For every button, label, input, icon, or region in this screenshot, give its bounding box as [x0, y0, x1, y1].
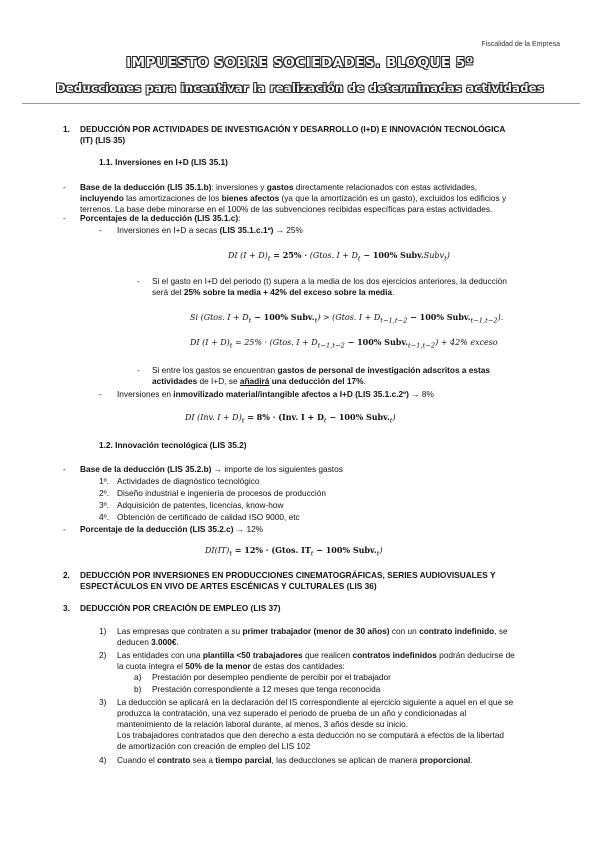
math-subscript: t−1,t−2: [470, 316, 498, 325]
list-item: Prestación correspondiente a 12 meses que tenga reconocida: [152, 684, 381, 694]
math-text: ) > (Gtos. I + D: [317, 313, 381, 322]
math-text: = 25% · (Gtos. I + D: [232, 338, 318, 347]
math-bold: − 100% Subv.: [251, 312, 315, 322]
math-subscript: t: [444, 254, 447, 263]
math-subscript: t: [389, 416, 393, 425]
bullet: -: [137, 365, 140, 375]
section-2-title-line1: DEDUCCIÓN POR INVERSIONES EN PRODUCCIONES CINEMATOGRÁFICAS, SERIES AUDIOVISUALES Y: [80, 570, 496, 580]
section-2-number: 2.: [63, 570, 70, 580]
section-2-title-line2: ESPECTÁCULOS EN VIVO DE ARTES ESCÉNICAS Y CULTURALES (LIS 36): [80, 580, 377, 591]
text: , se: [494, 626, 508, 636]
gastos-personal-paragraph: [152, 365, 582, 387]
list-item-number: a): [134, 672, 142, 682]
empleo-point-3: [117, 697, 577, 752]
formula-di-it: [205, 545, 382, 558]
section-1-number: 1.: [63, 124, 70, 134]
text: .: [176, 636, 179, 647]
text: Inversiones en I+D a secas: [117, 225, 220, 235]
math-text: Si (Gtos. I + D: [190, 313, 249, 322]
math-subscript: t: [229, 549, 232, 558]
bold-text: 50% de la menor: [185, 660, 251, 671]
bold-text: contratos indefinidos: [352, 650, 437, 660]
text: las amortizaciones de los: [123, 192, 222, 203]
math-bold: = 25% ·: [270, 250, 310, 260]
math-subscript: t: [267, 254, 271, 263]
base-deduccion-paragraph: [80, 182, 580, 215]
text: → 8%: [408, 389, 434, 399]
list-item-number: 1º.: [99, 476, 109, 486]
math-subscript: t−1,t−2: [408, 341, 436, 350]
text: mantenimiento de la relación laboral durante, al menos, 3 años desde su inicio.: [117, 718, 409, 729]
text: de I+D, se: [197, 375, 240, 386]
bullet: -: [63, 182, 66, 192]
bold-text: actividades: [152, 375, 198, 386]
section-3-title: DEDUCCIÓN POR CREACIÓN DE EMPLEO (LIS 37): [80, 603, 281, 613]
text: directamente relacionados con estas actividades,: [293, 182, 478, 192]
text: podrán deducirse de: [436, 650, 515, 660]
math-bold: = 8% · (Inv. I + D: [244, 412, 324, 422]
math-subscript: t: [376, 549, 380, 558]
text: Si entre los gastos se encuentran: [152, 365, 278, 375]
bold-text: gastos de personal de investigación adscritos a estas: [277, 365, 491, 375]
text: sea a: [190, 755, 216, 765]
text: La deducción se aplicará en la declaración del IS correspondiente al ejercicio siguiente a aquel en el que se: [117, 697, 514, 707]
math-bold: − 100% Subv.: [407, 312, 471, 322]
text: Los trabajadores contratados que den derecho a esta deducción no se computará a efectos de la libertad: [117, 729, 504, 740]
bold-text: inmovilizado material/intangible afectos a I+D (LIS 35.1.c.2º): [173, 389, 409, 399]
math-subscript: t: [357, 254, 361, 263]
header-brand: Fiscalidad de la Empresa: [481, 41, 560, 48]
section-1-title-line1: DEDUCCIÓN POR ACTIVIDADES DE INVESTIGACIÓN Y DESARROLLO (I+D) E INNOVACIÓN TECNOLÓGICA: [80, 124, 506, 134]
list-item: Actividades de diagnóstico tecnológico: [117, 476, 260, 486]
bold-text: una deducción del 17%: [269, 375, 364, 386]
text: Cuando el: [117, 755, 158, 765]
bold-underline-text: añadirá: [239, 375, 270, 386]
bullet: -: [63, 524, 66, 534]
text: Inversiones en: [117, 389, 174, 399]
text: la cuota íntegra el: [117, 660, 186, 671]
bold-text: Porcentajes de la deducción (LIS 35.1.c): [80, 213, 239, 223]
bold-text: bienes afectos: [221, 192, 280, 203]
bold-text: primer trabajador (menor de 30 años): [242, 626, 390, 636]
text: produzca la contratación, una vez superado el periodo de prueba de un año y condicionadas al: [117, 707, 467, 718]
text: terrenos. La base debe minorarse en el 100% de las subvenciones recibidas específicas para estas actividades.: [80, 203, 493, 214]
section-3-number: 3.: [63, 603, 70, 613]
text: de estas dos cantidades:: [250, 660, 345, 671]
math-bold: = 12% · (Gtos. IT: [232, 545, 311, 555]
formula-di-inv: [185, 412, 396, 425]
math-text: ).: [497, 313, 504, 322]
empleo-point-1: [117, 626, 567, 648]
bold-text: tiempo parcial: [215, 755, 272, 765]
bullet: -: [63, 213, 66, 223]
subsection-1-1-title: 1.1. Inversiones en I+D (LIS 35.1): [99, 157, 228, 167]
math-bold: − 100% Subv.: [344, 337, 408, 347]
empleo-point-2: [117, 650, 567, 672]
list-item: Adquisición de patentes, licencias, know-how: [117, 500, 284, 510]
bold-text: contrato indefinido: [419, 626, 495, 636]
subsection-1-2-title: 1.2. Innovación tecnológica (LIS 35.2): [99, 440, 247, 450]
math-subscript: t−1,t−2: [317, 341, 345, 350]
text: con un: [389, 626, 420, 636]
math-text: DI (I + D): [190, 338, 230, 347]
inversiones-id-line: [117, 225, 303, 236]
bullet: -: [63, 464, 66, 474]
bold-text: Porcentaje de la deducción (LIS 35.2.c): [80, 524, 234, 534]
list-item-number: 4º.: [99, 512, 109, 522]
text: .: [392, 286, 395, 297]
text: Las entidades con una: [117, 650, 203, 660]
list-item: Diseño industrial e ingeniería de procesos de producción: [117, 488, 326, 498]
math-subscript: t: [241, 416, 245, 425]
list-item-number: 3º.: [99, 500, 109, 510]
math-subscript: t: [323, 416, 327, 425]
bold-text: plantilla <50 trabajadores: [202, 650, 303, 660]
text: : inversiones y: [211, 182, 267, 192]
bullet: -: [137, 276, 140, 286]
list-item-number: 2º.: [99, 488, 109, 498]
bold-text: Base de la deducción (LIS 35.2.b): [80, 464, 212, 474]
math-subscript: t: [229, 341, 233, 350]
list-item: Prestación por desempleo pendiente de percibir por el trabajador: [152, 672, 391, 682]
text: de amortización con creación de empleo del LIS 102: [117, 740, 311, 751]
bold-text: (LIS 35.1.c.1º): [219, 225, 274, 235]
text: → 12%: [233, 524, 264, 534]
math-subscript: t−1,t−2: [380, 316, 408, 325]
formula-si-condition: [190, 312, 503, 325]
inmovilizado-line: [117, 389, 434, 400]
formula-di-id: DI $(I + D)_t = 25\%$ · (Gtos. $I + D_t - 100\%$ Subv.Subv$_t$): [228, 250, 450, 263]
math-text: ): [446, 251, 450, 260]
math-subscript: t: [314, 316, 318, 325]
text: :: [238, 213, 241, 223]
bold-text: 3.000€: [151, 636, 177, 647]
text: → importe de los siguientes gastos: [211, 464, 343, 474]
math-subscript: t: [310, 549, 314, 558]
base2-line: [80, 464, 343, 475]
title-divider: [22, 103, 580, 104]
math-text: DI(IT): [205, 546, 230, 555]
text: .: [363, 375, 366, 386]
math-text: ): [392, 413, 396, 422]
math-bold: − 100% Subv.: [326, 412, 390, 422]
text: será del: [152, 286, 184, 297]
bold-text: proporcional: [419, 755, 471, 765]
list-item-number: 1): [99, 626, 107, 636]
porcentaje2-line: [80, 524, 263, 535]
math-subscript: t: [248, 316, 252, 325]
document-subtitle: Deducciones para incentivar la realización de determinadas actividades: [55, 81, 544, 95]
text: , las deducciones se aplican de manera: [271, 755, 420, 765]
text: (ya que la amortización es un gasto), excluidos los edificios y: [279, 192, 507, 203]
math-text: (Gtos. I + D: [309, 251, 358, 260]
bold-text: 25% sobre la media + 42% del exceso sobre la media: [183, 286, 393, 297]
math-bold: − 100% Subv.: [360, 250, 424, 260]
list-item-number: 4): [99, 755, 107, 765]
list-item-number: 3): [99, 697, 107, 707]
math-text: DI (Inv. I + D): [185, 413, 242, 422]
bold-text: contrato: [157, 755, 191, 765]
si-gasto-paragraph: [152, 276, 582, 298]
list-item: Obtención de certificado de calidad ISO 9000, etc: [117, 512, 300, 522]
section-1-title: [80, 124, 505, 146]
section-1-title-line2: (IT) (LIS 35): [80, 134, 126, 145]
text: que realicen: [302, 650, 353, 660]
porcentajes-label: [80, 213, 240, 224]
text: .: [470, 755, 473, 765]
base-label: Base de la deducción (LIS 35.1.b): [80, 182, 212, 192]
text: Si el gasto en I+D del periodo (t) supera a la media de los dos ejercicios anteriores, la deducción: [152, 276, 507, 286]
bold-text: incluyendo: [80, 192, 124, 203]
math-text: ): [379, 546, 383, 555]
bullet: -: [99, 389, 102, 399]
section-2-title: [80, 570, 496, 592]
bold-text: gastos: [266, 182, 294, 192]
text: → 25%: [273, 225, 303, 235]
formula-di-exceso: [190, 337, 498, 350]
math-text: ) + 42% exceso: [435, 338, 498, 347]
document-title: IMPUESTO SOBRE SOCIEDADES. BLOQUE 5º: [126, 55, 474, 71]
math-bold: − 100% Subv.: [313, 545, 377, 555]
bullet: -: [99, 225, 102, 235]
list-item-number: 2): [99, 650, 107, 660]
math-text: DI (I + D): [228, 251, 268, 260]
text: Las empresas que contraten a su: [117, 626, 243, 636]
list-item-number: b): [134, 684, 142, 694]
text: deducen: [117, 636, 152, 647]
empleo-point-4: [117, 755, 577, 766]
